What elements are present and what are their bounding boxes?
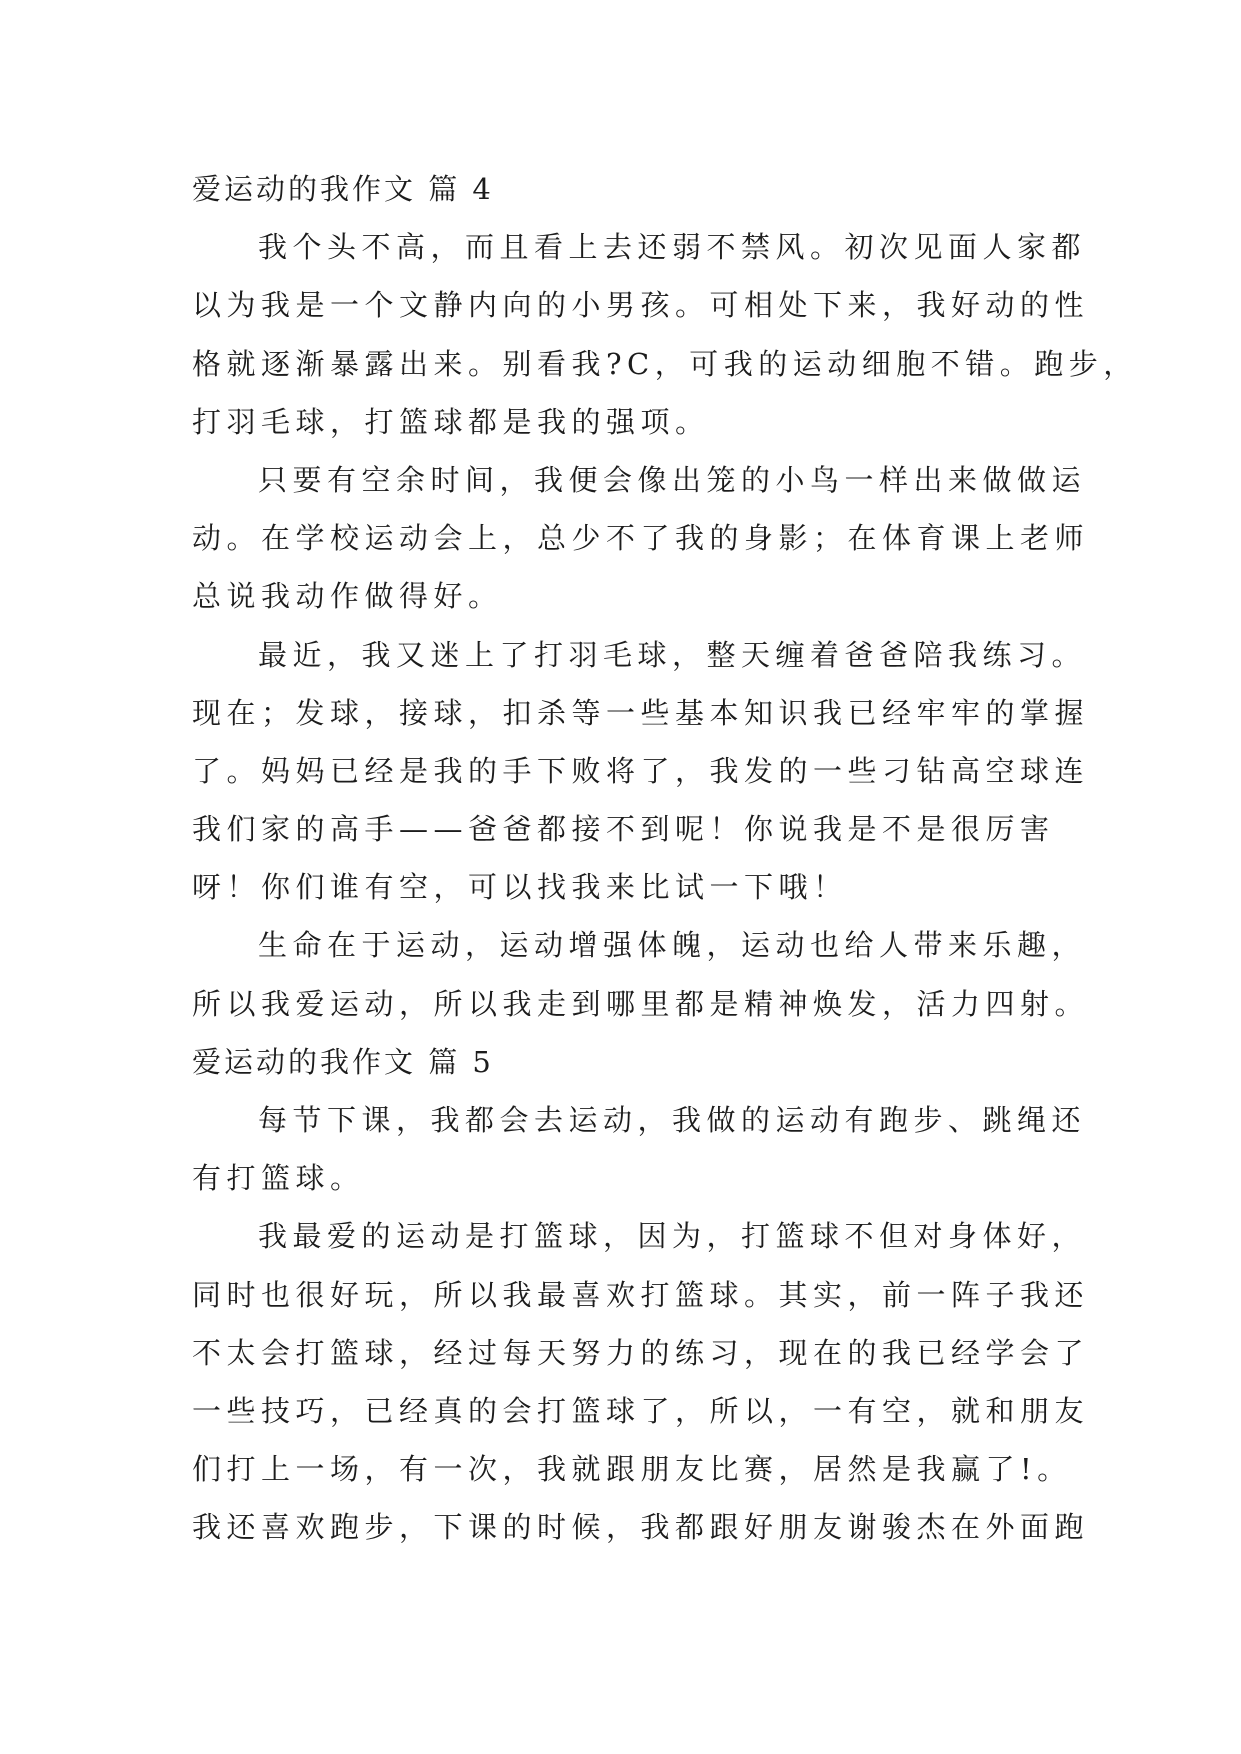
essay-heading: 爱运动的我作文 篇 5 [192, 1044, 494, 1079]
paragraph-line: 我最爱的运动是打篮球，因为，打篮球不但对身体好， [258, 1219, 1087, 1254]
paragraph-line: 现在；发球，接球，扣杀等一些基本知识我已经牢牢的掌握 [192, 695, 1090, 730]
paragraph-line: 生命在于运动，运动增强体魄，运动也给人带来乐趣， [258, 928, 1087, 963]
paragraph-line: 我个头不高，而且看上去还弱不禁风。初次见面人家都 [258, 230, 1087, 265]
paragraph-line: 有打篮球。 [192, 1161, 365, 1196]
paragraph-line: 了。妈妈已经是我的手下败将了，我发的一些刁钻高空球连 [192, 753, 1090, 788]
paragraph-line: 们打上一场，有一次，我就跟朋友比赛，居然是我赢了!。 [192, 1452, 1072, 1487]
paragraph-line: 最近，我又迷上了打羽毛球，整天缠着爸爸陪我练习。 [258, 637, 1087, 672]
paragraph-line: 所以我爱运动，所以我走到哪里都是精神焕发，活力四射。 [192, 986, 1090, 1021]
paragraph-line: 动。在学校运动会上，总少不了我的身影；在体育课上老师 [192, 521, 1090, 556]
essay-heading: 爱运动的我作文 篇 4 [192, 172, 494, 206]
paragraph-line: 每节下课，我都会去运动，我做的运动有跑步、跳绳还 [258, 1103, 1087, 1137]
paragraph-line: 我还喜欢跑步，下课的时候，我都跟好朋友谢骏杰在外面跑 [192, 1510, 1090, 1545]
paragraph-line: 我们家的高手——爸爸都接不到呢！你说我是不是很厉害 [192, 812, 1055, 847]
paragraph-line: 打羽毛球，打篮球都是我的强项。 [192, 404, 710, 439]
paragraph-line: 一些技巧，已经真的会打篮球了，所以，一有空，就和朋友 [192, 1393, 1090, 1428]
paragraph-line: 同时也很好玩，所以我最喜欢打篮球。其实，前一阵子我还 [192, 1277, 1090, 1312]
document-page [192, 160, 1138, 1557]
paragraph-line: 格就逐渐暴露出来。别看我?C，可我的运动细胞不错。跑步， [192, 346, 1138, 381]
paragraph-line: 以为我是一个文静内向的小男孩。可相处下来，我好动的性 [192, 288, 1090, 323]
paragraph-line: 总说我动作做得好。 [192, 579, 503, 614]
paragraph-line: 呀！你们谁有空，可以找我来比试一下哦！ [192, 870, 848, 905]
paragraph-line: 只要有空余时间，我便会像出笼的小鸟一样出来做做运 [258, 462, 1087, 497]
paragraph-line: 不太会打篮球，经过每天努力的练习，现在的我已经学会了 [192, 1335, 1090, 1370]
